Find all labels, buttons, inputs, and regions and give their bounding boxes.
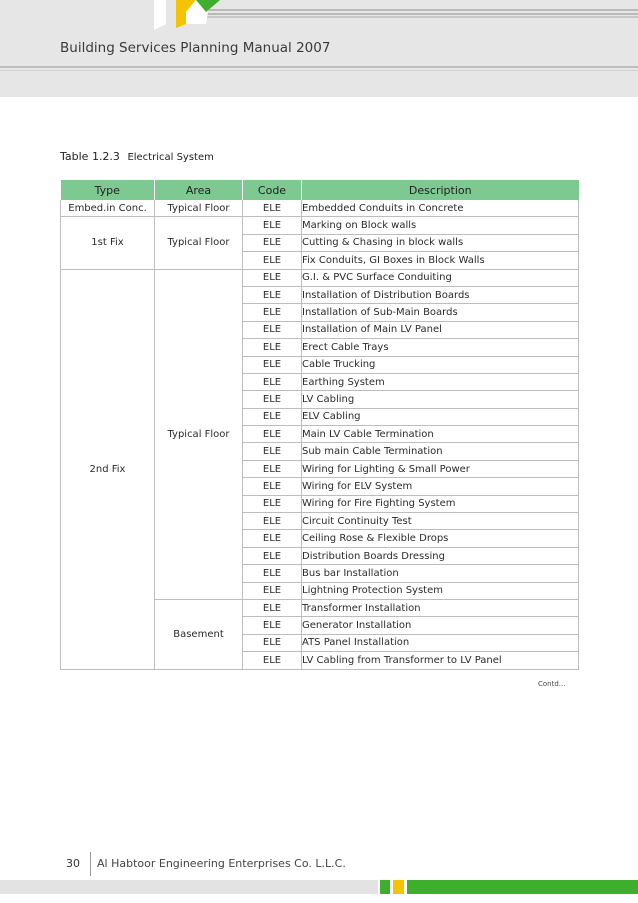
description-cell: Cutting & Chasing in block walls — [302, 234, 579, 251]
description-cell: Wiring for ELV System — [302, 478, 579, 495]
brand-stripes-graphic — [140, 0, 380, 30]
table-caption — [60, 150, 214, 163]
code-cell: ELE — [243, 304, 302, 321]
description-cell: Erect Cable Trays — [302, 339, 579, 356]
company-name: Al Habtoor Engineering Enterprises Co. L.L.C. — [97, 857, 346, 870]
area-cell: Typical Floor — [155, 217, 243, 269]
description-cell: Earthing System — [302, 373, 579, 390]
code-cell: ELE — [243, 339, 302, 356]
code-cell: ELE — [243, 200, 302, 217]
header-rule — [0, 70, 638, 71]
type-cell: 2nd Fix — [61, 269, 155, 669]
description-cell: Bus bar Installation — [302, 565, 579, 582]
page-header-title: Building Services Planning Manual 2007 — [60, 40, 331, 56]
table-title: Electrical System — [127, 152, 214, 163]
code-cell: ELE — [243, 234, 302, 251]
type-cell: 1st Fix — [61, 217, 155, 269]
column-header: Area — [155, 180, 243, 200]
description-cell: Circuit Continuity Test — [302, 513, 579, 530]
code-cell: ELE — [243, 391, 302, 408]
code-cell: ELE — [243, 599, 302, 616]
electrical-system-table — [60, 180, 579, 670]
column-header: Description — [302, 180, 579, 200]
description-cell: LV Cabling — [302, 391, 579, 408]
footer-stripe — [407, 880, 638, 894]
description-cell: Marking on Block walls — [302, 217, 579, 234]
code-cell: ELE — [243, 565, 302, 582]
description-cell: Transformer Installation — [302, 599, 579, 616]
column-header: Code — [243, 180, 302, 200]
code-cell: ELE — [243, 547, 302, 564]
code-cell: ELE — [243, 269, 302, 286]
description-cell: G.I. & PVC Surface Conduiting — [302, 269, 579, 286]
description-cell: Wiring for Lighting & Small Power — [302, 460, 579, 477]
description-cell: Generator Installation — [302, 617, 579, 634]
code-cell: ELE — [243, 652, 302, 669]
description-cell: Cable Trucking — [302, 356, 579, 373]
code-cell: ELE — [243, 617, 302, 634]
description-cell: Embedded Conduits in Concrete — [302, 200, 579, 217]
code-cell: ELE — [243, 495, 302, 512]
code-cell: ELE — [243, 356, 302, 373]
footer-stripe — [393, 880, 404, 894]
table-row — [61, 200, 579, 217]
header-rule — [0, 66, 638, 68]
code-cell: ELE — [243, 478, 302, 495]
table-header-row — [61, 180, 579, 200]
description-cell: Ceiling Rose & Flexible Drops — [302, 530, 579, 547]
table-number: Table 1.2.3 — [60, 150, 120, 163]
description-cell: Installation of Main LV Panel — [302, 321, 579, 338]
code-cell: ELE — [243, 582, 302, 599]
header-band — [0, 0, 638, 97]
code-cell: ELE — [243, 513, 302, 530]
description-cell: Fix Conduits, GI Boxes in Block Walls — [302, 252, 579, 269]
footer-stripe — [0, 880, 378, 894]
continued-note: Contd... — [538, 680, 566, 688]
description-cell: Installation of Distribution Boards — [302, 286, 579, 303]
code-cell: ELE — [243, 426, 302, 443]
code-cell: ELE — [243, 252, 302, 269]
area-cell: Typical Floor — [155, 200, 243, 217]
table-row — [61, 269, 579, 286]
code-cell: ELE — [243, 408, 302, 425]
footer-stripe — [380, 880, 390, 894]
code-cell: ELE — [243, 634, 302, 651]
code-cell: ELE — [243, 286, 302, 303]
area-cell: Typical Floor — [155, 269, 243, 599]
page-number: 30 — [66, 857, 80, 870]
description-cell: LV Cabling from Transformer to LV Panel — [302, 652, 579, 669]
description-cell: Distribution Boards Dressing — [302, 547, 579, 564]
code-cell: ELE — [243, 373, 302, 390]
description-cell: Wiring for Fire Fighting System — [302, 495, 579, 512]
description-cell: Installation of Sub-Main Boards — [302, 304, 579, 321]
table-row — [61, 217, 579, 234]
description-cell: Lightning Protection System — [302, 582, 579, 599]
description-cell: Sub main Cable Termination — [302, 443, 579, 460]
code-cell: ELE — [243, 460, 302, 477]
description-cell: ATS Panel Installation — [302, 634, 579, 651]
code-cell: ELE — [243, 530, 302, 547]
code-cell: ELE — [243, 217, 302, 234]
table-body — [61, 200, 579, 669]
code-cell: ELE — [243, 321, 302, 338]
area-cell: Basement — [155, 599, 243, 669]
column-header: Type — [61, 180, 155, 200]
type-cell: Embed.in Conc. — [61, 200, 155, 217]
description-cell: Main LV Cable Termination — [302, 426, 579, 443]
description-cell: ELV Cabling — [302, 408, 579, 425]
code-cell: ELE — [243, 443, 302, 460]
